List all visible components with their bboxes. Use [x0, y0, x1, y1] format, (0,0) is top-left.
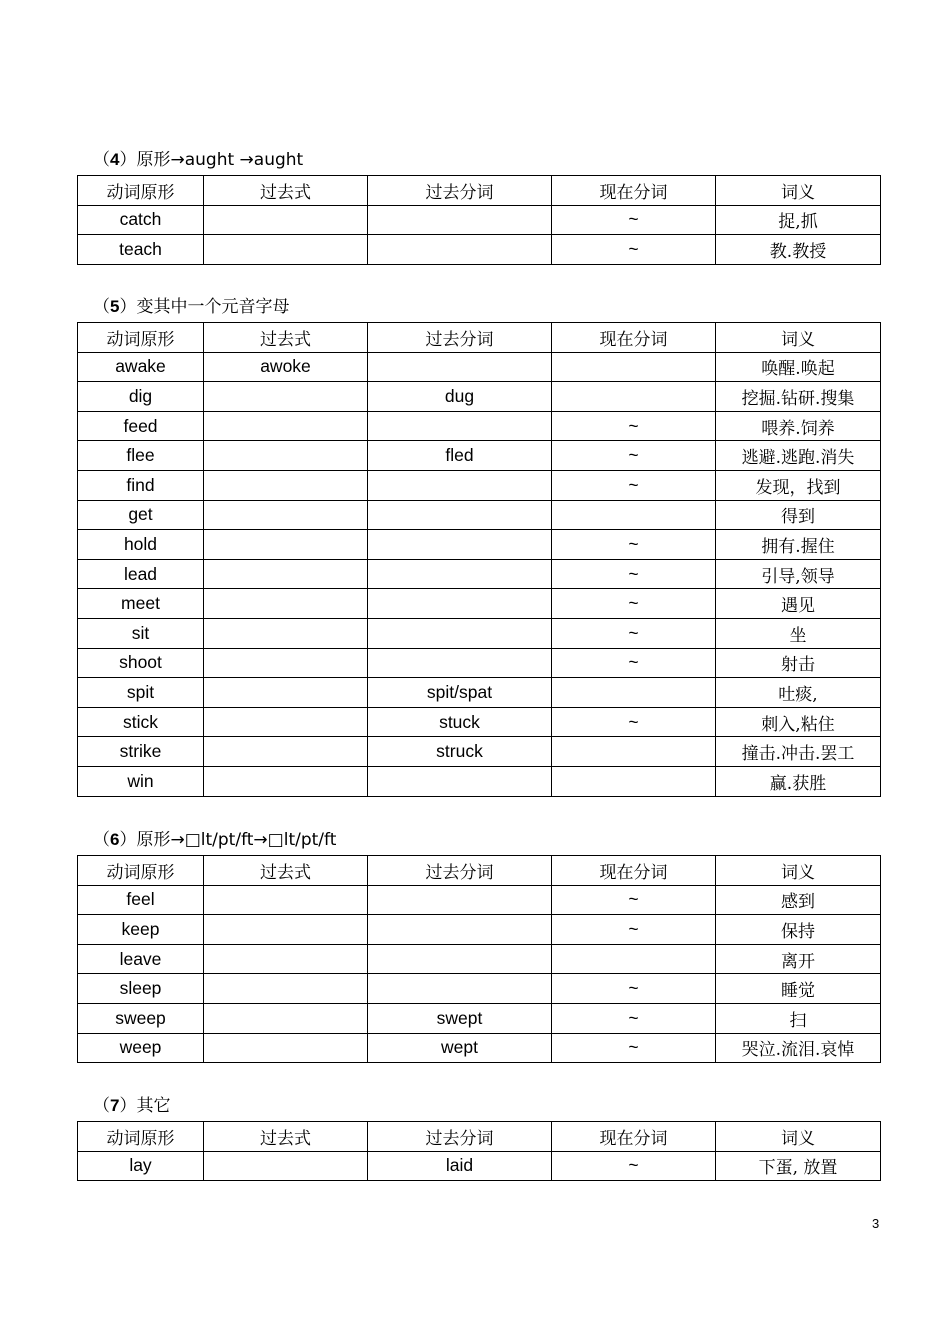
- table-row: [78, 205, 881, 235]
- table-row: [78, 411, 881, 441]
- present-participle-cell: ~: [552, 235, 716, 265]
- meaning-cell: 刺入,粘住: [716, 707, 881, 737]
- table-row: [78, 618, 881, 648]
- base-form-cell: catch: [78, 205, 204, 235]
- header-present-participle: 现在分词: [552, 176, 716, 206]
- meaning-cell: 吐痰,: [716, 678, 881, 708]
- table-row: [78, 1033, 881, 1063]
- present-participle-cell: ~: [552, 618, 716, 648]
- meaning-cell: 扫: [716, 1003, 881, 1033]
- meaning-cell: 教.教授: [716, 235, 881, 265]
- base-form-cell: feel: [78, 885, 204, 915]
- past-tense-cell: [204, 1151, 368, 1181]
- base-form-cell: keep: [78, 915, 204, 945]
- header-meaning: 词义: [716, 323, 881, 353]
- past-participle-cell: spit/spat: [368, 678, 552, 708]
- header-present-participle: 现在分词: [552, 1122, 716, 1152]
- table-header-row: [78, 856, 881, 886]
- base-form-cell: leave: [78, 944, 204, 974]
- past-participle-cell: [368, 915, 552, 945]
- present-participle-cell: [552, 737, 716, 767]
- past-tense-cell: [204, 618, 368, 648]
- base-form-cell: stick: [78, 707, 204, 737]
- header-base-form: 动词原形: [78, 856, 204, 886]
- past-tense-cell: [204, 382, 368, 412]
- present-participle-cell: ~: [552, 648, 716, 678]
- verb-table: [77, 1121, 881, 1181]
- past-tense-cell: awoke: [204, 352, 368, 382]
- base-form-cell: awake: [78, 352, 204, 382]
- meaning-cell: 发现，找到: [716, 470, 881, 500]
- present-participle-cell: ~: [552, 530, 716, 560]
- meaning-cell: 赢.获胜: [716, 766, 881, 796]
- past-participle-cell: [368, 885, 552, 915]
- present-participle-cell: ~: [552, 1151, 716, 1181]
- verb-table: [77, 855, 881, 1063]
- section-number: 6: [110, 830, 120, 849]
- base-form-cell: teach: [78, 235, 204, 265]
- present-participle-cell: ~: [552, 205, 716, 235]
- past-participle-cell: [368, 589, 552, 619]
- table-row: [78, 441, 881, 471]
- section-title: （7）其它: [93, 1096, 171, 1116]
- past-tense-cell: [204, 530, 368, 560]
- present-participle-cell: ~: [552, 559, 716, 589]
- past-tense-cell: [204, 411, 368, 441]
- header-base-form: 动词原形: [78, 1122, 204, 1152]
- past-participle-cell: [368, 974, 552, 1004]
- present-participle-cell: ~: [552, 441, 716, 471]
- past-tense-cell: [204, 678, 368, 708]
- table-row: [78, 737, 881, 767]
- meaning-cell: 保持: [716, 915, 881, 945]
- header-past-tense: 过去式: [204, 323, 368, 353]
- past-tense-cell: [204, 205, 368, 235]
- present-participle-cell: ~: [552, 470, 716, 500]
- header-meaning: 词义: [716, 176, 881, 206]
- past-tense-cell: [204, 885, 368, 915]
- present-participle-cell: ~: [552, 589, 716, 619]
- section-title-text: 原形→□lt/pt/ft→□lt/pt/ft: [136, 830, 337, 850]
- meaning-cell: 下蛋, 放置: [716, 1151, 881, 1181]
- present-participle-cell: [552, 678, 716, 708]
- past-participle-cell: [368, 559, 552, 589]
- present-participle-cell: ~: [552, 885, 716, 915]
- header-past-tense: 过去式: [204, 1122, 368, 1152]
- base-form-cell: flee: [78, 441, 204, 471]
- meaning-cell: 射击: [716, 648, 881, 678]
- past-participle-cell: [368, 530, 552, 560]
- table-row: [78, 352, 881, 382]
- past-participle-cell: stuck: [368, 707, 552, 737]
- meaning-cell: 得到: [716, 500, 881, 530]
- present-participle-cell: [552, 944, 716, 974]
- table-row: [78, 500, 881, 530]
- meaning-cell: 坐: [716, 618, 881, 648]
- meaning-cell: 撞击.冲击.罢工: [716, 737, 881, 767]
- past-tense-cell: [204, 1033, 368, 1063]
- present-participle-cell: ~: [552, 915, 716, 945]
- past-tense-cell: [204, 500, 368, 530]
- present-participle-cell: ~: [552, 707, 716, 737]
- past-tense-cell: [204, 648, 368, 678]
- meaning-cell: 喂养.饲养: [716, 411, 881, 441]
- header-meaning: 词义: [716, 1122, 881, 1152]
- meaning-cell: 逃避.逃跑.消失: [716, 441, 881, 471]
- present-participle-cell: ~: [552, 974, 716, 1004]
- base-form-cell: dig: [78, 382, 204, 412]
- past-participle-cell: [368, 500, 552, 530]
- table-row: [78, 974, 881, 1004]
- past-tense-cell: [204, 589, 368, 619]
- header-past-participle: 过去分词: [368, 856, 552, 886]
- meaning-cell: 哭泣.流泪.哀悼: [716, 1033, 881, 1063]
- meaning-cell: 睡觉: [716, 974, 881, 1004]
- present-participle-cell: ~: [552, 1033, 716, 1063]
- meaning-cell: 引导,领导: [716, 559, 881, 589]
- past-participle-cell: [368, 648, 552, 678]
- table-row: [78, 944, 881, 974]
- past-tense-cell: [204, 235, 368, 265]
- meaning-cell: 拥有.握住: [716, 530, 881, 560]
- section-number: 7: [110, 1096, 120, 1115]
- past-participle-cell: wept: [368, 1033, 552, 1063]
- past-participle-cell: laid: [368, 1151, 552, 1181]
- present-participle-cell: [552, 382, 716, 412]
- header-past-participle: 过去分词: [368, 323, 552, 353]
- table-row: [78, 235, 881, 265]
- base-form-cell: sit: [78, 618, 204, 648]
- section-number: 4: [110, 150, 120, 169]
- past-participle-cell: [368, 618, 552, 648]
- header-past-participle: 过去分词: [368, 176, 552, 206]
- past-participle-cell: swept: [368, 1003, 552, 1033]
- base-form-cell: shoot: [78, 648, 204, 678]
- meaning-cell: 捉,抓: [716, 205, 881, 235]
- header-present-participle: 现在分词: [552, 856, 716, 886]
- table-header-row: [78, 323, 881, 353]
- verb-table: [77, 322, 881, 797]
- past-participle-cell: fled: [368, 441, 552, 471]
- past-tense-cell: [204, 1003, 368, 1033]
- past-tense-cell: [204, 915, 368, 945]
- table-row: [78, 648, 881, 678]
- header-present-participle: 现在分词: [552, 323, 716, 353]
- header-meaning: 词义: [716, 856, 881, 886]
- table-row: [78, 559, 881, 589]
- section-title: （4）原形→aught →aught: [93, 150, 304, 170]
- table-row: [78, 1003, 881, 1033]
- past-tense-cell: [204, 470, 368, 500]
- section-title: （6）原形→□lt/pt/ft→□lt/pt/ft: [93, 830, 337, 850]
- present-participle-cell: ~: [552, 1003, 716, 1033]
- base-form-cell: meet: [78, 589, 204, 619]
- past-participle-cell: [368, 470, 552, 500]
- base-form-cell: spit: [78, 678, 204, 708]
- section-title: （5）变其中一个元音字母: [93, 297, 290, 317]
- past-tense-cell: [204, 737, 368, 767]
- section-title-text: 原形→aught →aught: [136, 150, 304, 170]
- table-row: [78, 530, 881, 560]
- base-form-cell: hold: [78, 530, 204, 560]
- past-tense-cell: [204, 559, 368, 589]
- table-row: [78, 707, 881, 737]
- section-number: 5: [110, 297, 120, 316]
- table-row: [78, 766, 881, 796]
- base-form-cell: get: [78, 500, 204, 530]
- past-participle-cell: [368, 944, 552, 974]
- base-form-cell: strike: [78, 737, 204, 767]
- present-participle-cell: [552, 766, 716, 796]
- header-past-tense: 过去式: [204, 176, 368, 206]
- verb-table: [77, 175, 881, 265]
- section-title-text: 变其中一个元音字母: [136, 297, 290, 317]
- table-row: [78, 470, 881, 500]
- base-form-cell: weep: [78, 1033, 204, 1063]
- past-tense-cell: [204, 974, 368, 1004]
- past-participle-cell: [368, 411, 552, 441]
- past-tense-cell: [204, 766, 368, 796]
- past-tense-cell: [204, 441, 368, 471]
- meaning-cell: 离开: [716, 944, 881, 974]
- past-participle-cell: [368, 205, 552, 235]
- meaning-cell: 挖掘.钻研.搜集: [716, 382, 881, 412]
- past-tense-cell: [204, 707, 368, 737]
- table-header-row: [78, 1122, 881, 1152]
- meaning-cell: 遇见: [716, 589, 881, 619]
- meaning-cell: 唤醒.唤起: [716, 352, 881, 382]
- header-past-tense: 过去式: [204, 856, 368, 886]
- base-form-cell: sleep: [78, 974, 204, 1004]
- base-form-cell: feed: [78, 411, 204, 441]
- present-participle-cell: [552, 500, 716, 530]
- table-row: [78, 382, 881, 412]
- table-row: [78, 885, 881, 915]
- past-participle-cell: dug: [368, 382, 552, 412]
- meaning-cell: 感到: [716, 885, 881, 915]
- section-title-text: 其它: [136, 1096, 171, 1116]
- table-header-row: [78, 176, 881, 206]
- past-participle-cell: struck: [368, 737, 552, 767]
- past-participle-cell: [368, 766, 552, 796]
- table-row: [78, 589, 881, 619]
- base-form-cell: find: [78, 470, 204, 500]
- base-form-cell: win: [78, 766, 204, 796]
- present-participle-cell: [552, 352, 716, 382]
- base-form-cell: sweep: [78, 1003, 204, 1033]
- header-past-participle: 过去分词: [368, 1122, 552, 1152]
- base-form-cell: lay: [78, 1151, 204, 1181]
- base-form-cell: lead: [78, 559, 204, 589]
- table-row: [78, 1151, 881, 1181]
- table-row: [78, 678, 881, 708]
- past-participle-cell: [368, 352, 552, 382]
- header-base-form: 动词原形: [78, 323, 204, 353]
- past-tense-cell: [204, 944, 368, 974]
- past-participle-cell: [368, 235, 552, 265]
- header-base-form: 动词原形: [78, 176, 204, 206]
- table-row: [78, 915, 881, 945]
- present-participle-cell: ~: [552, 411, 716, 441]
- page-number: 3: [872, 1216, 880, 1231]
